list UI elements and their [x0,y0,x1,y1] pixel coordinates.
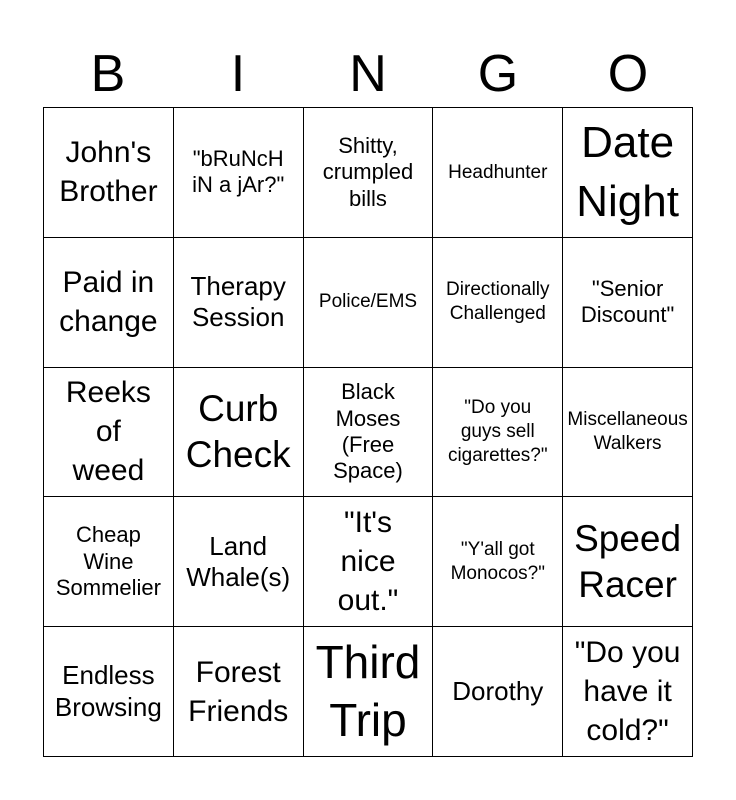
bingo-cell[interactable]: "It's nice out." [304,497,434,627]
bingo-cell[interactable]: Police/EMS [304,238,434,368]
bingo-cell[interactable]: Land Whale(s) [174,497,304,627]
bingo-cell[interactable]: Therapy Session [174,238,304,368]
bingo-cell free-space[interactable]: Black Moses (Free Space) [304,368,434,498]
bingo-cell[interactable]: "Y'all got Monocos?" [433,497,563,627]
bingo-cell[interactable]: "Senior Discount" [563,238,693,368]
bingo-cell[interactable]: Reeks of weed [44,368,174,498]
bingo-cell[interactable]: John's Brother [44,108,174,238]
bingo-cell[interactable]: Curb Check [174,368,304,498]
bingo-cell[interactable]: "Do you have it cold?" [563,627,693,757]
header-letter-g: G [477,45,519,103]
bingo-cell[interactable]: Endless Browsing [44,627,174,757]
bingo-cell[interactable]: Headhunter [433,108,563,238]
bingo-grid [43,107,693,757]
bingo-cell[interactable]: Date Night [563,108,693,238]
bingo-cell[interactable]: Speed Racer [563,497,693,627]
header-letter-b: B [90,45,126,103]
bingo-cell[interactable]: Third Trip [304,627,434,757]
header-letter-i: I [230,45,246,103]
bingo-cell[interactable]: Directionally Challenged [433,238,563,368]
bingo-cell[interactable]: Forest Friends [174,627,304,757]
bingo-cell[interactable]: Dorothy [433,627,563,757]
header-letter-n: N [349,45,387,103]
bingo-cell[interactable]: Paid in change [44,238,174,368]
bingo-header [43,40,693,108]
bingo-cell[interactable]: Miscellaneous Walkers [563,368,693,498]
bingo-cell[interactable]: Shitty, crumpled bills [304,108,434,238]
bingo-cell[interactable]: "Do you guys sell cigarettes?" [433,368,563,498]
bingo-cell[interactable]: Cheap Wine Sommelier [44,497,174,627]
header-letter-o: O [607,45,649,103]
bingo-cell[interactable]: "bRuNcH iN a jAr?" [174,108,304,238]
